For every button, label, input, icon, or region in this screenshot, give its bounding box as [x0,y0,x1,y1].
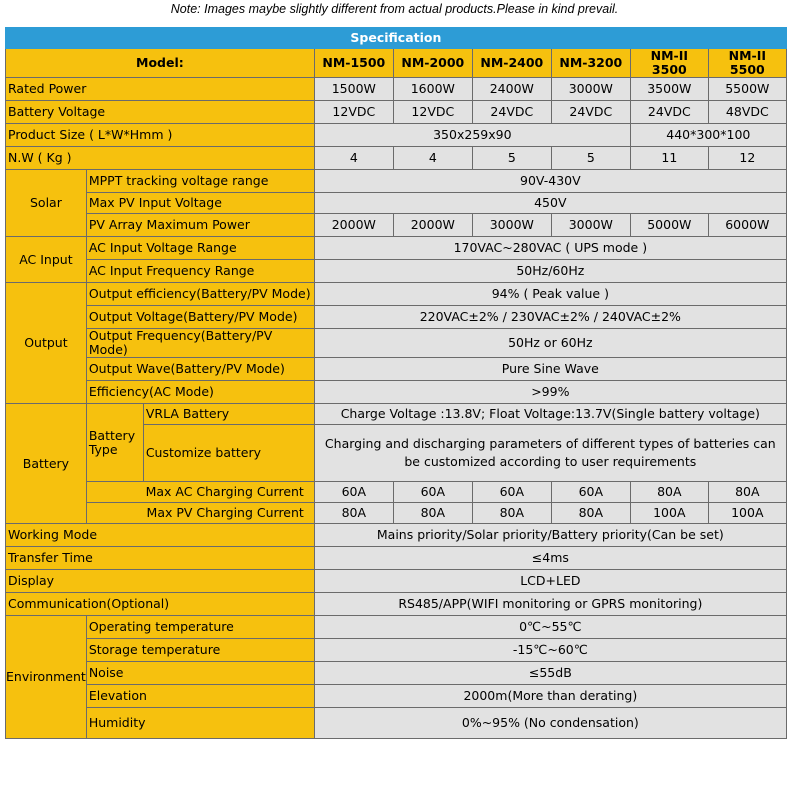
table-cell: 60A [314,482,393,503]
table-cell: 50Hz/60Hz [314,260,786,283]
communication-row [6,593,787,616]
table-cell: 12VDC [393,101,472,124]
model-label: Model: [6,49,315,78]
section-label-battery: Battery [6,404,87,524]
table-cell: 2000W [314,214,393,237]
display-row [6,570,787,593]
table-cell: 24VDC [630,101,708,124]
table-cell: 170VAC~280VAC ( UPS mode ) [314,237,786,260]
table-header: Specification [6,28,787,49]
row-label: Transfer Time [6,547,315,570]
table-cell: 80A [472,503,551,524]
table-cell: 1500W [314,78,393,101]
battery-vrla-row [6,404,787,425]
battery-type-label: Battery Type [86,404,143,482]
row-label: Efficiency(AC Mode) [86,381,314,404]
row-label: Communication(Optional) [6,593,315,616]
env-humidity-row [6,708,787,739]
table-cell: 5500W [708,78,786,101]
table-cell: 4 [314,147,393,170]
row-label: Max PV Input Voltage [86,193,314,214]
net-weight-row [6,147,787,170]
row-label: VRLA Battery [143,404,314,425]
table-cell: 2000W [393,214,472,237]
table-cell: 3000W [472,214,551,237]
table-cell: 50Hz or 60Hz [314,329,786,358]
row-label: Output Wave(Battery/PV Mode) [86,358,314,381]
table-cell: 100A [708,503,786,524]
model-name: NM-2000 [393,49,472,78]
table-cell: 100A [630,503,708,524]
row-label: N.W ( Kg ) [6,147,315,170]
table-cell: 3000W [551,78,630,101]
row-label: Operating temperature [86,616,314,639]
table-cell: 2400W [472,78,551,101]
model-name: NM-II 5500 [708,49,786,78]
section-label-ac-input: AC Input [6,237,87,283]
table-cell: 24VDC [551,101,630,124]
row-label: Working Mode [6,524,315,547]
row-label: Max PV Charging Current [86,503,314,524]
product-size-row [6,124,787,147]
row-label: Storage temperature [86,639,314,662]
max-ac-charging-row [6,482,787,503]
table-cell: >99% [314,381,786,404]
table-cell: 0%~95% (No condensation) [314,708,786,739]
table-cell: 0℃~55℃ [314,616,786,639]
row-label: Max AC Charging Current [86,482,314,503]
row-label: Rated Power [6,78,315,101]
model-name: NM-3200 [551,49,630,78]
model-name: NM-2400 [472,49,551,78]
working-mode-row [6,524,787,547]
table-cell: 5000W [630,214,708,237]
table-cell: Charging and discharging parameters of different types of batteries can be customized according to user requirements [314,425,786,482]
table-cell: 11 [630,147,708,170]
row-label: MPPT tracking voltage range [86,170,314,193]
table-cell: 60A [551,482,630,503]
table-cell: Charge Voltage :13.8V; Float Voltage:13.7V(Single battery voltage) [314,404,786,425]
ac-input-freq-row [6,260,787,283]
solar-max-pv-row [6,193,787,214]
section-label-solar: Solar [6,170,87,237]
env-storage-temp-row [6,639,787,662]
table-cell: ≤55dB [314,662,786,685]
table-cell: 24VDC [472,101,551,124]
table-cell: 1600W [393,78,472,101]
table-cell: 12 [708,147,786,170]
table-cell: 48VDC [708,101,786,124]
table-cell: 450V [314,193,786,214]
row-label: Product Size ( L*W*Hmm ) [6,124,315,147]
table-cell: 6000W [708,214,786,237]
table-cell: 60A [472,482,551,503]
table-cell: 3500W [630,78,708,101]
max-pv-charging-row [6,503,787,524]
table-cell: 3000W [551,214,630,237]
model-name: NM-II 3500 [630,49,708,78]
row-label: Output Frequency(Battery/PV Mode) [86,329,314,358]
table-cell: 440*300*100 [630,124,786,147]
table-cell: 220VAC±2% / 230VAC±2% / 240VAC±2% [314,306,786,329]
section-label-environment: Environment [6,616,87,739]
battery-voltage-row [6,101,787,124]
row-label: Customize battery [143,425,314,482]
table-cell: 5 [551,147,630,170]
table-cell: LCD+LED [314,570,786,593]
env-op-temp-row [6,616,787,639]
row-label: Output Voltage(Battery/PV Mode) [86,306,314,329]
env-noise-row [6,662,787,685]
model-row [6,49,787,78]
row-label: Noise [86,662,314,685]
table-cell: 94% ( Peak value ) [314,283,786,306]
table-cell: 2000m(More than derating) [314,685,786,708]
table-cell: 350x259x90 [314,124,630,147]
row-label: Display [6,570,315,593]
row-label: PV Array Maximum Power [86,214,314,237]
row-label: AC Input Voltage Range [86,237,314,260]
table-cell: 80A [630,482,708,503]
output-voltage-row [6,306,787,329]
table-cell: 80A [551,503,630,524]
table-cell: 12VDC [314,101,393,124]
ac-input-voltage-row [6,237,787,260]
table-cell: 80A [708,482,786,503]
env-elevation-row [6,685,787,708]
solar-pv-array-row [6,214,787,237]
row-label: Battery Voltage [6,101,315,124]
row-label: AC Input Frequency Range [86,260,314,283]
table-cell: Pure Sine Wave [314,358,786,381]
table-cell: 5 [472,147,551,170]
table-cell: 80A [393,503,472,524]
table-cell: 4 [393,147,472,170]
output-eff-row [6,283,787,306]
table-cell: -15℃~60℃ [314,639,786,662]
specification-table [5,27,787,739]
output-wave-row [6,358,787,381]
table-cell: RS485/APP(WIFI monitoring or GPRS monitoring) [314,593,786,616]
table-cell: Mains priority/Solar priority/Battery priority(Can be set) [314,524,786,547]
table-cell: ≤4ms [314,547,786,570]
solar-mppt-row [6,170,787,193]
section-label-output: Output [6,283,87,404]
transfer-time-row [6,547,787,570]
table-cell: 80A [314,503,393,524]
row-label: Elevation [86,685,314,708]
table-cell: 90V-430V [314,170,786,193]
output-ac-eff-row [6,381,787,404]
disclaimer-note: Note: Images maybe slightly different from actual products.Please in kind prevail. [170,2,619,16]
model-name: NM-1500 [314,49,393,78]
table-cell: 60A [393,482,472,503]
row-label: Humidity [86,708,314,739]
output-freq-row [6,329,787,358]
rated-power-row [6,78,787,101]
row-label: Output efficiency(Battery/PV Mode) [86,283,314,306]
